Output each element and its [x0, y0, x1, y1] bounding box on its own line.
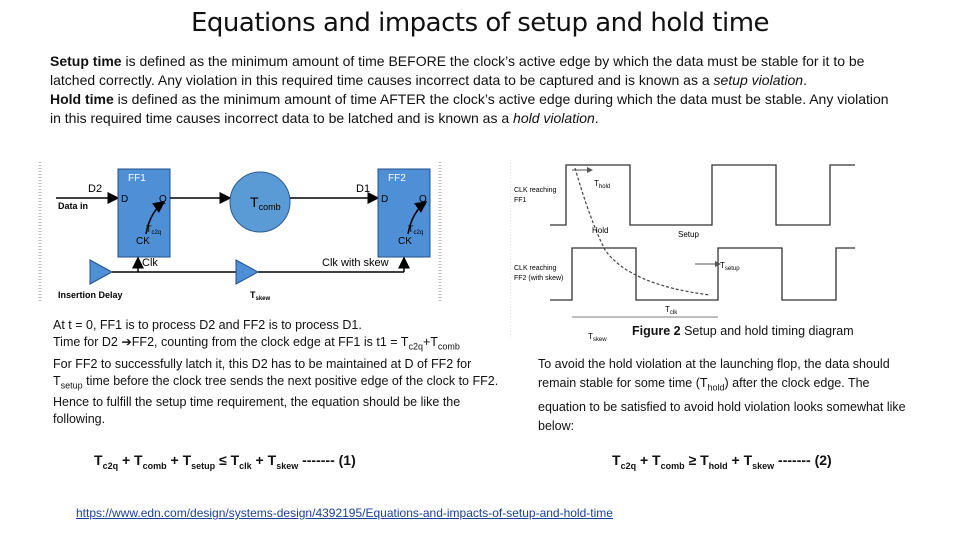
clk-ff1-waveform: [550, 165, 855, 225]
clk-ff1-label-2: FF1: [514, 197, 527, 204]
figure-label: Figure 2: [632, 324, 681, 338]
subscript: setup: [60, 380, 83, 390]
subscript: c2q: [408, 341, 423, 352]
tskew-label: $T_{skew}$: [250, 290, 271, 302]
period: .: [803, 72, 807, 88]
explanation-line: ) after the clock edge. The equation to be satisfied to avoid hold violation looks somewhat like below:: [538, 376, 906, 433]
thold-label: $T_{hold}$: [594, 179, 611, 190]
ff1-tc2q-label: $T_{c2q}$: [146, 224, 162, 236]
ff2-tc2q-label: $T_{c2q}$: [408, 224, 424, 236]
clk-ff2-waveform: [550, 248, 855, 300]
setup-label: Setup: [678, 230, 699, 239]
arrow-icon: ➔: [121, 335, 132, 349]
explanation-line: Time for D2: [53, 335, 122, 349]
timing-diagram: [510, 160, 865, 345]
clk-label: Clk: [142, 257, 158, 269]
d1-label: D1: [356, 183, 371, 195]
hold-equation: $T_{c2q} + T_{comb} \ge T_{hold} + T_{skew}$ ------- (2): [612, 452, 832, 471]
explanation-line: FF2, counting from the clock edge at FF1 is t1 = T: [131, 335, 409, 349]
explanation-line: For FF2 to successfully latch it, this D2 has to be maintained at D of FF2 for T: [53, 356, 472, 388]
ff2-label: FF2: [388, 173, 406, 184]
clock-buffer-2: [236, 260, 258, 284]
explanation-line: To avoid the hold violation at the launching flop, the data should remain stable for some time (T: [538, 357, 890, 390]
setup-violation-term: setup violation: [713, 72, 804, 88]
ff1-ck-label: CK: [136, 236, 150, 247]
clk-ff2-label-1: CLK reaching: [514, 265, 557, 272]
data-in-label: Data in: [58, 201, 89, 211]
flipflop-circuit-diagram: [38, 162, 508, 310]
figure-caption-text: Setup and hold timing diagram: [680, 324, 854, 338]
insertion-delay-label: Insertion Delay: [58, 290, 123, 300]
ff1-d-label: D: [121, 194, 129, 205]
clk-ff1-label-1: CLK reaching: [514, 187, 557, 194]
explanation-line: At t = 0, FF1 is to process D2 and FF2 is to process D1.: [53, 318, 362, 332]
tsetup-label: $T_{setup}$: [720, 261, 740, 272]
figure-caption: [632, 324, 854, 338]
tcomb-label: $T_{comb}$: [250, 194, 281, 212]
tskew-label: $T_{skew}$: [588, 332, 607, 343]
explanation-line: time before the clock tree sends the next positive edge of the clock to FF2. Hence to fulfill the setup time requirement, the equation should be like the following.: [53, 373, 499, 426]
d2-label: D2: [88, 183, 103, 195]
hold-time-term: Hold time: [50, 91, 114, 107]
period: .: [594, 110, 599, 126]
clk-ff2-label-2: FF2 (with skew): [514, 275, 564, 282]
hold-time-definition: is defined as the minimum amount of time AFTER the clock’s active edge during which the data must be stable. Any violation in this required time causes incorrect data to be latched and is known as a: [50, 91, 889, 126]
source-link[interactable]: https://www.edn.com/design/systems-design/4392195/Equations-and-impacts-of-setup-and-hold-time: [76, 506, 613, 520]
clk-skew-label: Clk with skew: [322, 257, 389, 269]
clock-buffer-1: [90, 260, 112, 284]
setup-time-definition: is defined as the minimum amount of time BEFORE the clock’s active edge by which the data must be stable for it to be latched correctly. Any violation in this required time causes incorrect data to be captured and is known as a: [50, 53, 865, 88]
setup-time-term: Setup time: [50, 53, 122, 69]
hold-violation-term: hold violation: [513, 110, 595, 126]
ff1-q-label: Q: [159, 194, 167, 205]
ff2-d-label: D: [381, 194, 389, 205]
intro-paragraph: [50, 52, 900, 128]
hold-explanation: [538, 355, 918, 436]
explanation-line: +T: [422, 335, 438, 349]
ff2-ck-label: CK: [398, 236, 412, 247]
tclk-label: $T_{clk}$: [665, 305, 678, 316]
page-title: Equations and impacts of setup and hold time: [190, 8, 770, 38]
hold-label: Hold: [592, 226, 609, 235]
setup-explanation: [53, 317, 503, 428]
setup-equation: $T_{c2q} + T_{comb} + T_{setup} \le T_{clk} + T_{skew}$ ------- (1): [94, 452, 356, 471]
subscript: hold: [707, 382, 725, 393]
ff1-label: FF1: [128, 173, 146, 184]
subscript: comb: [437, 341, 460, 352]
ff2-q-label: Q: [419, 194, 427, 205]
